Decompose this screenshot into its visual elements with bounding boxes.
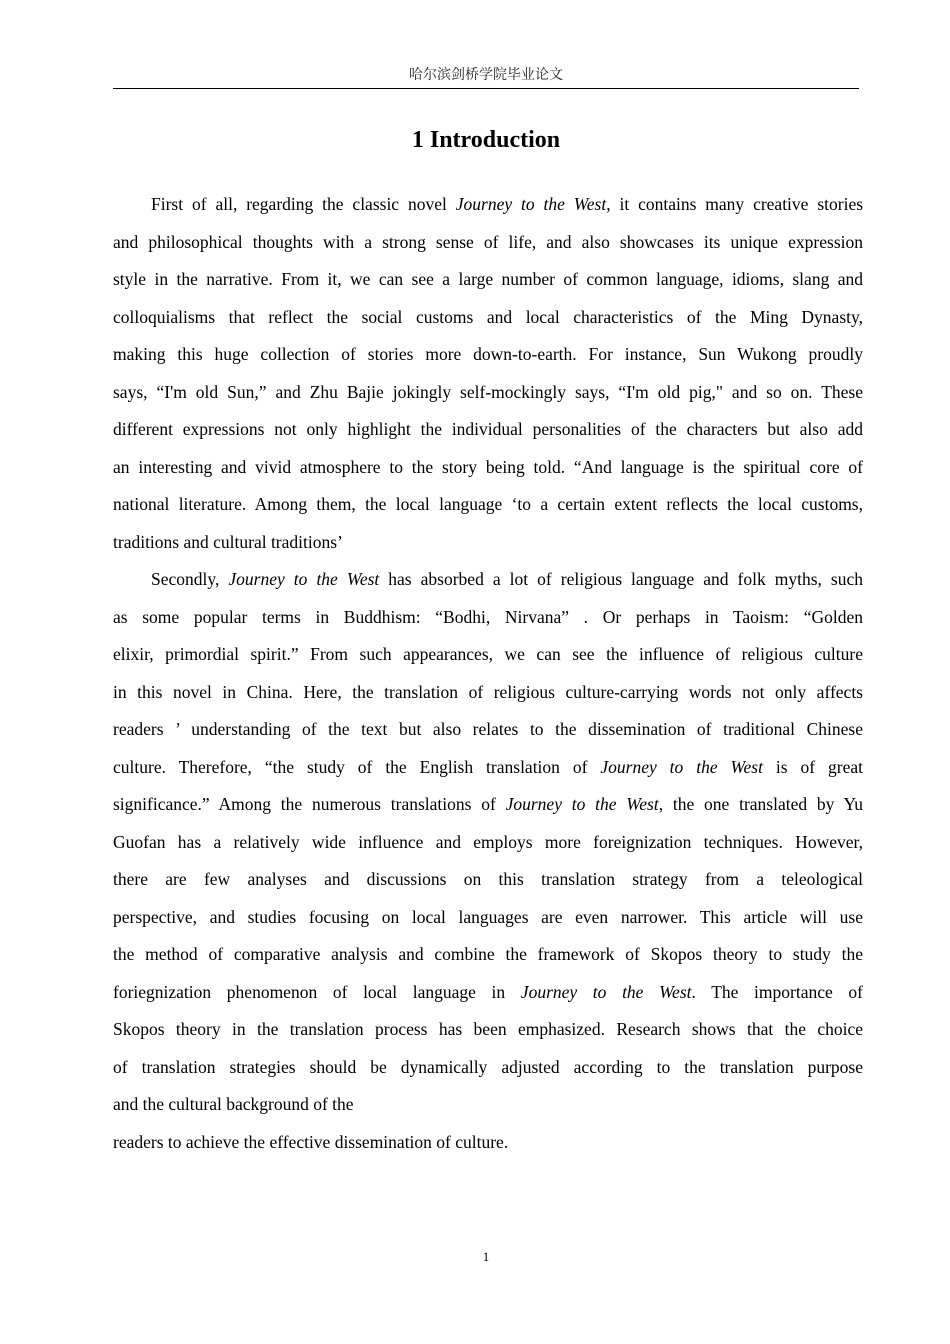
book-title: Journey to the West [505, 794, 659, 814]
text-run: there are few analyses and discussions on this translation strategy from a teleological [113, 869, 863, 889]
text-line [113, 711, 863, 749]
text-line [113, 1124, 863, 1162]
text-run: colloquialisms that reflect the social customs and local characteristics of the Ming Dynasty, [113, 306, 863, 327]
book-title: Journey to the West [228, 569, 380, 589]
text-run: style in the narrative. From it, we can see a large number of common language, idioms, slang and [113, 269, 863, 289]
text-line [113, 674, 863, 712]
header-rule [113, 88, 859, 89]
text-run: as some popular terms in Buddhism: “Bodhi, Nirvana” . Or perhaps in Taoism: “Golden [113, 606, 863, 627]
text-run: foriegnization phenomenon of local language in [113, 981, 521, 1002]
text-run: culture. Therefore, “the study of the English translation of [113, 756, 601, 777]
text-run: traditions and cultural traditions’ [113, 531, 343, 552]
text-line [113, 1011, 863, 1049]
text-line [113, 1049, 863, 1087]
text-line [113, 899, 863, 937]
text-run: elixir, primordial spirit.” From such appearances, we can see the influence of religious culture [113, 644, 863, 664]
text-run: different expressions not only highlight the individual personalities of the characters but also add [113, 419, 863, 439]
text-run: an interesting and vivid atmosphere to the story being told. “And language is the spiritual core of [113, 456, 863, 477]
text-run: Secondly, [151, 569, 229, 589]
text-run: Guofan has a relatively wide influence and employs more foreignization techniques. However, [113, 831, 863, 852]
book-title: Journey to the West [600, 756, 763, 777]
text-line [113, 786, 863, 824]
text-line [113, 824, 863, 862]
text-line [113, 411, 863, 449]
text-line [113, 749, 863, 787]
running-header: 哈尔滨剑桥学院毕业论文 [409, 68, 563, 83]
text-run: says, “I'm old Sun,” and Zhu Bajie jokingly self-mockingly says, “I'm old pig," and so on. These [113, 381, 863, 402]
text-run: First of all, regarding the classic novel [151, 194, 456, 214]
text-run: Skopos theory in the translation process has been emphasized. Research shows that the choice [113, 1019, 863, 1039]
text-run: making this huge collection of stories more down-to-earth. For instance, Sun Wukong proudly [113, 344, 863, 364]
text-line [113, 449, 863, 487]
text-line [113, 561, 863, 599]
book-title: Journey to the West [520, 981, 692, 1002]
text-line [113, 336, 863, 374]
body-text [113, 186, 863, 1161]
text-line [113, 299, 863, 337]
text-line [113, 224, 863, 262]
text-run: perspective, and studies focusing on local languages are even narrower. This article will use [113, 906, 863, 927]
text-run: the method of comparative analysis and combine the framework of Skopos theory to study the [113, 944, 863, 964]
text-line [113, 861, 863, 899]
text-line [113, 636, 863, 674]
text-line [113, 974, 863, 1012]
text-run: and the cultural background of the [113, 1094, 354, 1114]
text-run: , the one translated by Yu [658, 794, 863, 814]
text-line [113, 599, 863, 637]
page-number: 1 [482, 1249, 490, 1264]
text-line [113, 936, 863, 974]
book-title: Journey to the West [455, 194, 607, 214]
text-run: national literature. Among them, the local language ‘to a certain extent reflects the local customs, [113, 494, 863, 514]
text-line [113, 186, 863, 224]
text-line [113, 524, 863, 562]
text-line [113, 486, 863, 524]
text-run: readers ’ understanding of the text but also relates to the dissemination of traditional Chinese [113, 719, 863, 739]
text-run: of translation strategies should be dynamically adjusted according to the translation purpose [113, 1056, 863, 1077]
text-run: has absorbed a lot of religious language and folk myths, such [379, 569, 863, 589]
text-line [113, 1086, 863, 1124]
text-run: readers to achieve the effective dissemination of culture. [113, 1131, 509, 1152]
section-title: 1 Introduction [411, 127, 561, 153]
text-line [113, 261, 863, 299]
text-run: . The importance of [691, 981, 863, 1002]
text-line [113, 374, 863, 412]
text-run: is of great [762, 756, 863, 777]
text-run: , it contains many creative stories [606, 194, 863, 214]
text-run: significance.” Among the numerous translations of [113, 794, 506, 814]
text-run: and philosophical thoughts with a strong sense of life, and also showcases its unique expression [113, 231, 863, 252]
text-run: in this novel in China. Here, the translation of religious culture-carrying words not only affects [113, 681, 863, 702]
